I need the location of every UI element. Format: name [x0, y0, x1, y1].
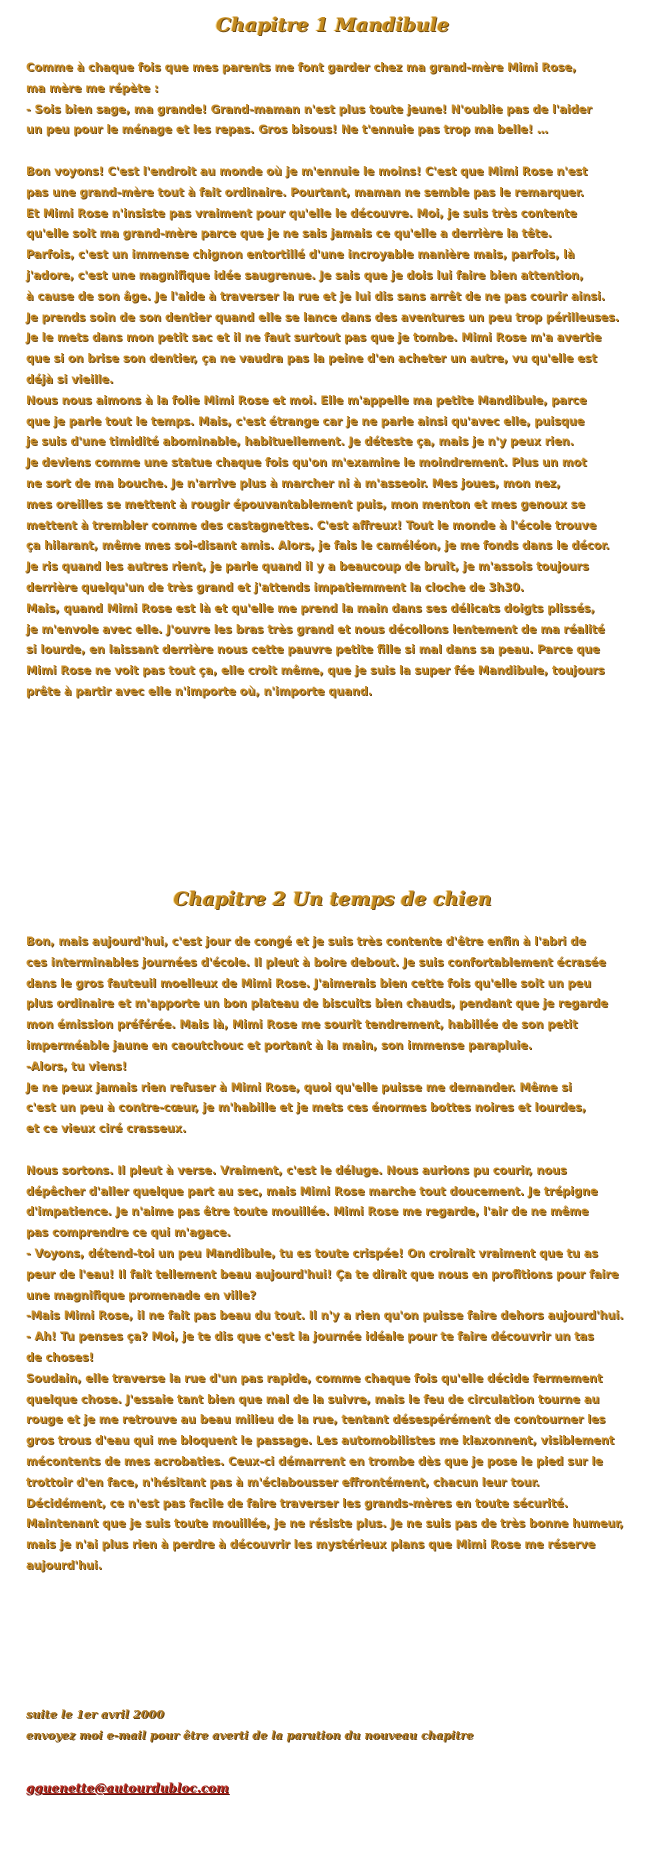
text-line: Je ris quand les autres rient, je parle quand il y a beaucoup de bruit, je m'assois toujours — [26, 560, 589, 574]
text-line: Je le mets dans mon petit sac et il ne faut surtout pas que je tombe. Mimi Rose m'a avertie — [26, 331, 602, 345]
continuation-date: suite le 1er avril 2000 — [26, 1707, 164, 1721]
text-line: Nous nous aimons à la folie Mimi Rose et moi. Elle m'appelle ma petite Mandibule, parce — [26, 393, 587, 407]
text-line: Parfois, c'est un immense chignon entortillé d'une incroyable manière mais, parfois, là — [26, 248, 575, 262]
text-line: que si on brise son dentier, ça ne vaudra pas la peine d'en acheter un autre, vu qu'elle est — [26, 352, 597, 366]
text-line: Comme à chaque fois que mes parents me font garder chez ma grand-mère Mimi Rose, — [26, 61, 577, 74]
text-line: dans le gros fauteuil moelleux de Mimi Rose. J'aimerais bien cette fois qu'elle soit un peu — [26, 976, 592, 990]
text-line: mon émission préférée. Mais là, Mimi Rose me sourit tendrement, habillée de son petit — [26, 1018, 578, 1032]
text-line: ces interminables journées d'école. Il pleut à boire debout. Je suis confortablement écrasée — [26, 955, 606, 969]
text-line: Je ne peux jamais rien refuser à Mimi Rose, quoi qu'elle puisse me demander. Même si — [26, 1080, 572, 1094]
text-line: trottoir d'en face, n'hésitant pas à m'éclabousser effrontément, chacun leur tour. — [26, 1475, 540, 1489]
text-line: Mais, quand Mimi Rose est là et qu'elle me prend la main dans ses délicats doigts plissés, — [26, 601, 595, 615]
text-line: je suis d'une timidité abominable, habituellement. Je déteste ça, mais je n'y peux rien. — [26, 435, 574, 449]
text-line: à cause de son âge. Je l'aide à traverser la rue et je lui dis sans arrêt de ne pas courir ainsi. — [26, 289, 606, 303]
text-line: Mimi Rose ne voit pas tout ça, elle croit même, que je suis la super fée Mandibule, toujours — [26, 664, 605, 678]
text-line: - Ah! Tu penses ça? Moi, je te dis que c'est la journée idéale pour te faire découvrir un tas — [26, 1330, 594, 1344]
text-line: mécontents de mes acrobaties. Ceux-ci démarrent en trombe dès que je pose le pied sur le — [26, 1454, 603, 1468]
text-line: Je deviens comme une statue chaque fois qu'on m'examine le moindrement. Plus un mot — [26, 456, 587, 470]
chapter-1-title: Chapitre 1 Mandibule — [215, 14, 450, 36]
chapter-1-body — [26, 58, 641, 703]
text-line: si lourde, en laissant derrière nous cette pauvre petite fille si mal dans sa peau. Parce que — [26, 643, 600, 657]
text-line: Maintenant que je suis toute mouillée, je ne résiste plus. Je ne suis pas de très bonne humeur, — [26, 1517, 624, 1531]
notify-notice: envoyez moi e-mail pour être averti de la parution du nouveau chapitre — [26, 1728, 474, 1742]
text-line: Soudain, elle traverse la rue d'un pas rapide, comme chaque fois qu'elle décide fermement — [26, 1371, 603, 1385]
text-line: -Alors, tu viens! — [26, 1059, 127, 1073]
text-line: c'est un peu à contre-cœur, je m'habille et je mets ces énormes bottes noires et lourdes, — [26, 1101, 587, 1115]
text-line: de choses! — [26, 1350, 94, 1364]
text-line: d'impatience. Je n'aime pas être toute mouillée. Mimi Rose me regarde, l'air de ne même — [26, 1205, 589, 1219]
text-line: - Voyons, détend-toi un peu Mandibule, tu es toute crispée! On croirait vraiment que tu as — [26, 1246, 598, 1260]
text-line: Je prends soin de son dentier quand elle se lance dans des aventures un peu trop périlleuses. — [26, 310, 620, 324]
text-line: aujourd'hui. — [26, 1558, 102, 1572]
chapter-2-body — [26, 932, 641, 1577]
text-line — [26, 141, 641, 162]
text-line: derrière quelqu'un de très grand et j'attends impatiemment la cloche de 3h30. — [26, 580, 525, 594]
text-line: je m'envole avec elle. J'ouvre les bras très grand et nous décollons lentement de ma réalité — [26, 622, 605, 636]
text-line: ne sort de ma bouche. Je n'arrive plus à marcher ni à m'asseoir. Mes joues, mon nez, — [26, 476, 561, 490]
text-line: pas une grand-mère tout à fait ordinaire. Pourtant, maman ne semble pas le remarquer. — [26, 185, 584, 199]
text-line: Bon voyons! C'est l'endroit au monde où je m'ennuie le moins! C'est que Mimi Rose n'est — [26, 164, 588, 178]
text-line: Bon, mais aujourd'hui, c'est jour de congé et je suis très contente d'être enfin à l'abri de — [26, 935, 586, 948]
text-line: -Mais Mimi Rose, il ne fait pas beau du tout. Il n'y a rien qu'on puisse faire dehors aujourd'hui. — [26, 1309, 624, 1323]
text-line: Décidément, ce n'est pas facile de faire traverser les grands-mères en toute sécurité. — [26, 1496, 569, 1510]
text-line: un peu pour le ménage et les repas. Gros bisous! Ne t'ennuie pas trop ma belle! … — [26, 123, 549, 137]
text-line: peur de l'eau! Il fait tellement beau aujourd'hui! Ça te dirait que nous en profitions pour faire — [26, 1267, 619, 1281]
text-line: Et Mimi Rose n'insiste pas vraiment pour qu'elle le découvre. Moi, je suis très contente — [26, 206, 577, 220]
chapter-2-title: Chapitre 2 Un temps de chien — [173, 888, 492, 910]
text-line: et ce vieux ciré crasseux. — [26, 1122, 187, 1136]
text-line: qu'elle soit ma grand-mère parce que je ne sais jamais ce qu'elle a derrière la tête. — [26, 227, 552, 241]
text-line: Nous sortons. Il pleut à verse. Vraiment, c'est le déluge. Nous aurions pu courir, nous — [26, 1163, 567, 1177]
text-line: mettent à trembler comme des castagnettes. C'est affreux! Tout le monde à l'école trouve — [26, 518, 597, 532]
text-line: une magnifique promenade en ville? — [26, 1288, 256, 1302]
text-line: j'adore, c'est une magnifique idée saugrenue. Je sais que je dois lui faire bien attention, — [26, 268, 584, 282]
text-line: ma mère me répète : — [26, 81, 159, 95]
text-line: gros trous d'eau qui me bloquent le passage. Les automobilistes me klaxonnent, visiblement — [26, 1434, 615, 1448]
text-line: mais je n'ai plus rien à perdre à découvrir les mystérieux plans que Mimi Rose me réserve — [26, 1538, 596, 1552]
text-line: prête à partir avec elle n'importe où, n'importe quand. — [26, 684, 373, 698]
text-line: - Sois bien sage, ma grande! Grand-maman n'est plus toute jeune! N'oublie pas de l'aider — [26, 102, 592, 116]
text-line: rouge et je me retrouve au beau milieu de la rue, tentant désespérément de contourner les — [26, 1413, 606, 1427]
text-line — [26, 1140, 641, 1161]
text-line: ça hilarant, même mes soi-disant amis. Alors, je fais le caméléon, je me fonds dans le décor. — [26, 539, 610, 553]
text-line: imperméable jaune en caoutchouc et portant à la main, son immense parapluie. — [26, 1038, 533, 1052]
text-line: mes oreilles se mettent à rougir épouvantablement puis, mon menton et mes genoux se — [26, 497, 585, 511]
contact-email-link[interactable]: gguenette@autourdubloc.com — [26, 1781, 229, 1795]
text-line: déjà si vieille. — [26, 372, 114, 386]
text-line: pas comprendre ce qui m'agace. — [26, 1226, 231, 1240]
text-line: dépêcher d'aller quelque part au sec, mais Mimi Rose marche tout doucement. Je trépigne — [26, 1184, 598, 1198]
text-line: quelque chose. J'essaie tant bien que mal de la suivre, mais le feu de circulation tourne au — [26, 1392, 600, 1406]
text-line: que je parle tout le temps. Mais, c'est étrange car je ne parle ainsi qu'avec elle, puisque — [26, 414, 585, 428]
text-line: plus ordinaire et m'apporte un bon plateau de biscuits bien chauds, pendant que je regarde — [26, 997, 608, 1011]
